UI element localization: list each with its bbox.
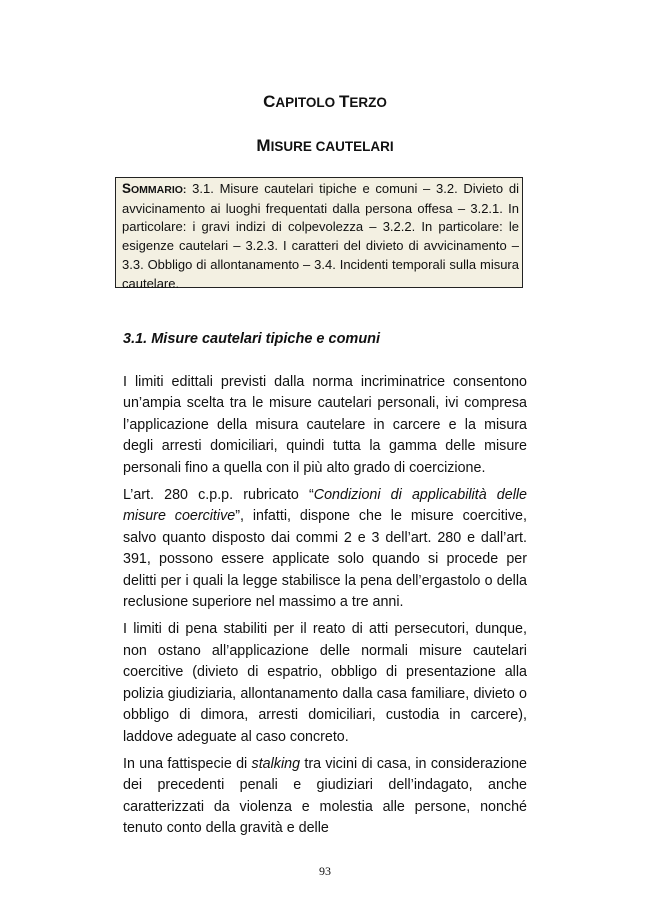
page-number: 93 (319, 864, 331, 878)
paragraph-4-part-b: tra vicini di casa, in considerazione dei precedenti penali e giudiziari dell’indagato, anche caratterizzati da violenza e molestia alle persone, nonché tenuto conto della gravità e delle (123, 755, 527, 837)
paragraph-4 (123, 754, 527, 840)
chapter-title-initial: C (263, 92, 276, 111)
summary-box (115, 177, 523, 291)
summary-label-initial: S (122, 181, 132, 196)
section-heading: 3.1. Misure cautelari tipiche e comuni (123, 331, 381, 347)
paragraph-4-italic: stalking (251, 755, 301, 772)
chapter-subtitle (123, 136, 527, 156)
paragraph-2-part-b: ”, infatti, dispone che le misure coercitive, salvo quanto disposto dai commi 2 e 3 dell’art. 280 e dall’art. 391, possono essere applicate solo quando si procede per delitti per i quali la legge stabilisce la pena dell’ergastolo o della reclusione superiore nel massimo a tre anni. (123, 508, 527, 611)
paragraph-4-part-a: In una fattispecie di (123, 755, 252, 772)
summary-label (122, 181, 186, 196)
paragraph-2-italic: Condizioni di applicabilità delle misure coercitive (123, 487, 528, 525)
chapter-subtitle-rest: ISURE CAUTELARI (270, 139, 394, 154)
chapter-title (123, 92, 527, 112)
summary-label-rest: OMMARIO: (131, 184, 187, 196)
chapter-title-part2: ERZO (349, 95, 387, 110)
chapter-subtitle-initial: M (256, 136, 271, 155)
paragraph-3: I limiti di pena stabiliti per il reato di atti persecutori, dunque, non ostano all’applicazione delle normali misure cautelari coercitive (divieto di espatrio, obbligo di presentazione alla polizia giudiziaria, allontanamento dalla casa familiare, divieto o obbligo di dimora, arresti domiciliari, custodia in carcere), laddove adeguate al caso concreto. (123, 621, 527, 745)
paragraph-1: I limiti edittali previsti dalla norma incriminatrice consentono un’ampia scelta tra le misure cautelari personali, ivi compresa l’applicazione della misura cautelare in carcere e la misura degli arresti domiciliari, quindi tutta la gamma delle misure personali fino a quella con il più alto grado di coercizione. (123, 374, 527, 476)
chapter-title-initial2: T (338, 92, 350, 111)
chapter-title-part1: APITOLO (275, 95, 339, 110)
paragraph-2-part-a: L’art. 280 c.p.p. rubricato “ (123, 487, 314, 504)
paragraph-2 (123, 485, 527, 613)
body-text (123, 372, 527, 846)
summary-text: 3.1. Misure cautelari tipiche e comuni – 3.2. Divieto di avvicinamento ai luoghi frequentati dalla persona offesa – 3.2.1. In particolare: i gravi indizi di colpevolezza – 3.2.2. In particolare: le esigenze cautelari – 3.2.3. I caratteri del divieto di avvicinamento – 3.3. Obbligo di allontanamento – 3.4. Incidenti temporali sulla misura cautelare. (122, 181, 519, 291)
